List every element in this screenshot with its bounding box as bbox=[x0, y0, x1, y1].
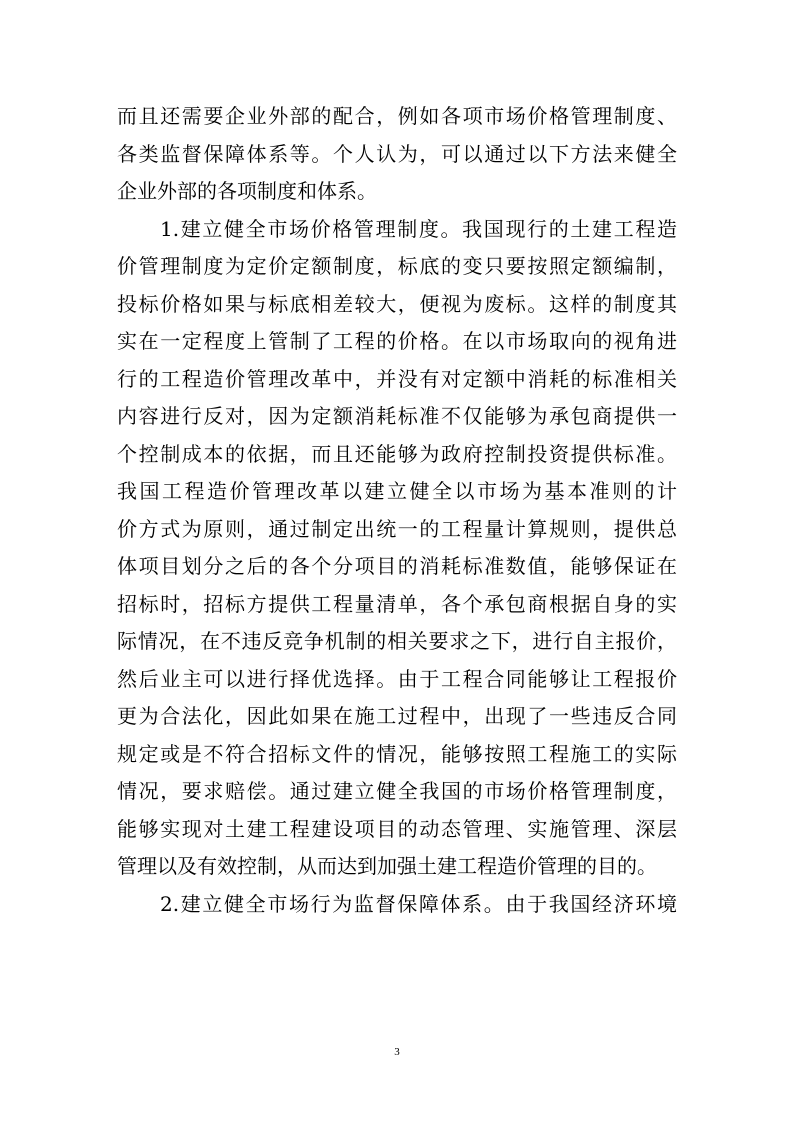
text-line: 2.建立健全市场行为监督保障体系。由于我国经济环境 bbox=[160, 891, 677, 916]
text-line: 价管理制度为定价定额制度，标底的变只要按照定额编制， bbox=[117, 254, 677, 278]
text-line: 内容进行反对，因为定额消耗标准不仅能够为承包商提供一 bbox=[117, 404, 677, 428]
text-line: 际情况，在不违反竞争机制的相关要求之下，进行自主报价， bbox=[117, 629, 677, 653]
text-line: 体项目划分之后的各个分项目的消耗标准数值，能够保证在 bbox=[117, 554, 677, 578]
text-line: 价方式为原则，通过制定出统一的工程量计算规则，提供总 bbox=[117, 516, 677, 541]
body-text bbox=[117, 98, 677, 923]
text-line: 个控制成本的依据，而且还能够为政府控制投资提供标准。 bbox=[117, 441, 677, 466]
text-line: 然后业主可以进行择优选择。由于工程合同能够让工程报价 bbox=[117, 666, 677, 691]
text-line: 而且还需要企业外部的配合，例如各项市场价格管理制度、 bbox=[117, 104, 677, 128]
text-line: 我国工程造价管理改革以建立健全以市场为基本准则的计 bbox=[117, 479, 677, 503]
page-number: 3 bbox=[394, 1046, 400, 1058]
text-line: 行的工程造价管理改革中，并没有对定额中消耗的标准相关 bbox=[117, 366, 677, 391]
text-line: 企业外部的各项制度和体系。 bbox=[117, 179, 377, 203]
text-line: 各类监督保障体系等。个人认为，可以通过以下方法来健全 bbox=[117, 141, 677, 166]
text-line: 管理以及有效控制，从而达到加强土建工程造价管理的目的。 bbox=[117, 854, 657, 878]
text-line: 招标时，招标方提供工程量清单，各个承包商根据自身的实 bbox=[117, 591, 677, 616]
text-line: 更为合法化，因此如果在施工过程中，出现了一些违反合同 bbox=[117, 704, 677, 728]
text-line: 实在一定程度上管制了工程的价格。在以市场取向的视角进 bbox=[117, 329, 677, 353]
text-line: 情况，要求赔偿。通过建立健全我国的市场价格管理制度， bbox=[117, 779, 677, 803]
text-line: 规定或是不符合招标文件的情况，能够按照工程施工的实际 bbox=[117, 741, 677, 766]
text-line: 能够实现对土建工程建设项目的动态管理、实施管理、深层 bbox=[117, 816, 677, 841]
text-line: 投标价格如果与标底相差较大，便视为废标。这样的制度其 bbox=[117, 291, 677, 316]
text-line: 1.建立健全市场价格管理制度。我国现行的土建工程造 bbox=[160, 216, 677, 241]
